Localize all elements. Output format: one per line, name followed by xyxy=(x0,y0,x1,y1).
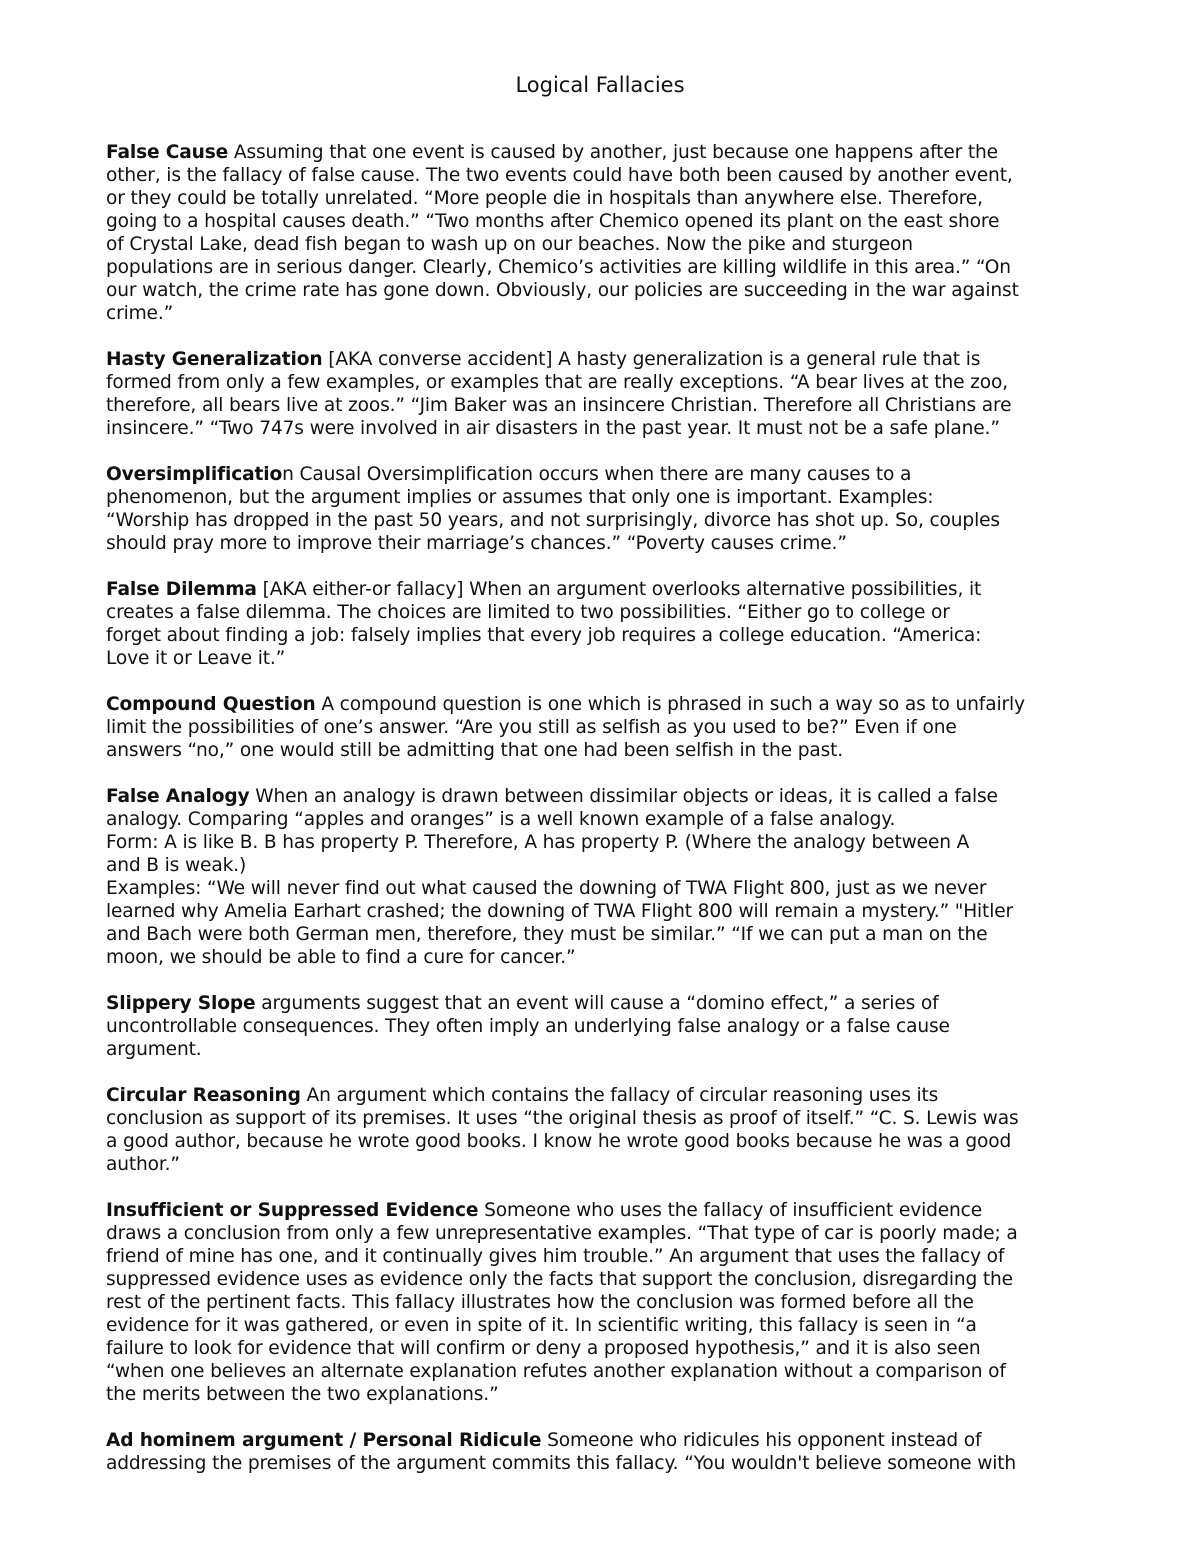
entry-oversimplification xyxy=(106,463,1096,555)
entry-term: Ad hominem argument / Personal Ridicule xyxy=(106,1430,542,1451)
entry-line: Insufficient or Suppressed Evidence Someone who uses the fallacy of insufficient evidence xyxy=(106,1200,983,1221)
entry-term: Oversimplificatio xyxy=(106,464,283,485)
entry-line: insincere.” “Two 747s were involved in air disasters in the past year. It must not be a safe plane.” xyxy=(106,418,1000,439)
entry-line: learned why Amelia Earhart crashed; the downing of TWA Flight 800 will remain a mystery.” "Hitler xyxy=(106,901,1014,922)
entry-line: of Crystal Lake, dead fish began to wash up on our beaches. Now the pike and sturgeon xyxy=(106,234,913,255)
entry-line: evidence for it was gathered, or even in spite of it. In scientific writing, this fallacy is seen in “a xyxy=(106,1315,977,1336)
entry-line: Form: A is like B. B has property P. Therefore, A has property P. (Where the analogy between A xyxy=(106,832,970,853)
entry-false-cause xyxy=(106,141,1096,325)
entry-line: Oversimplification Causal Oversimplification occurs when there are many causes to a xyxy=(106,464,912,485)
entry-line: forget about finding a job: falsely implies that every job requires a college education. “America: xyxy=(106,625,982,646)
entry-line: Examples: “We will never find out what caused the downing of TWA Flight 800, just as we never xyxy=(106,878,987,899)
entry-line: formed from only a few examples, or examples that are really exceptions. “A bear lives at the zoo, xyxy=(106,372,1008,393)
entry-term: Hasty Generalization xyxy=(106,349,323,370)
entry-line: addressing the premises of the argument commits this fallacy. “You wouldn't believe someone with xyxy=(106,1453,1017,1474)
entry-line: draws a conclusion from only a few unrepresentative examples. “That type of car is poorly made; a xyxy=(106,1223,1018,1244)
entry-line: populations are in serious danger. Clearly, Chemico’s activities are killing wildlife in this area.” “On xyxy=(106,257,1011,278)
entry-line: Slippery Slope arguments suggest that an event will cause a “domino effect,” a series of xyxy=(106,993,939,1014)
entry-line: analogy. Comparing “apples and oranges” is a well known example of a false analogy. xyxy=(106,809,896,830)
entry-line: Circular Reasoning An argument which contains the fallacy of circular reasoning uses its xyxy=(106,1085,939,1106)
entry-line: phenomenon, but the argument implies or assumes that only one is important. Examples: xyxy=(106,487,934,508)
entry-line: limit the possibilities of one’s answer. “Are you still as selfish as you used to be?” Even if one xyxy=(106,717,957,738)
entry-line: Love it or Leave it.” xyxy=(106,648,286,669)
entry-line: and Bach were both German men, therefore, they must be similar.” “If we can put a man on the xyxy=(106,924,988,945)
entry-false-analogy xyxy=(106,785,1096,969)
entry-line: our watch, the crime rate has gone down. Obviously, our policies are succeeding in the war against xyxy=(106,280,1019,301)
entry-line: author.” xyxy=(106,1154,180,1175)
entry-ad-hominem xyxy=(106,1429,1096,1475)
entry-slippery-slope xyxy=(106,992,1096,1061)
entry-line: therefore, all bears live at zoos.” “Jim Baker was an insincere Christian. Therefore all Christians are xyxy=(106,395,1012,416)
entry-line: Ad hominem argument / Personal Ridicule Someone who ridicules his opponent instead of xyxy=(106,1430,982,1451)
entry-line: “when one believes an alternate explanation refutes another explanation without a comparison of xyxy=(106,1361,1006,1382)
entry-line: rest of the pertinent facts. This fallacy illustrates how the conclusion was formed before all the xyxy=(106,1292,974,1313)
entry-line: failure to look for evidence that will confirm or deny a proposed hypothesis,” and it is also seen xyxy=(106,1338,981,1359)
entry-line: creates a false dilemma. The choices are limited to two possibilities. “Either go to college or xyxy=(106,602,950,623)
entry-line: suppressed evidence uses as evidence only the facts that support the conclusion, disregarding the xyxy=(106,1269,1013,1290)
entry-line: False Dilemma [AKA either-or fallacy] When an argument overlooks alternative possibilities, it xyxy=(106,579,982,600)
fallacy-list xyxy=(106,141,1096,1498)
entry-line: argument. xyxy=(106,1039,202,1060)
entry-line: other, is the fallacy of false cause. The two events could have both been caused by another event, xyxy=(106,165,1013,186)
entry-line: the merits between the two explanations.” xyxy=(106,1384,499,1405)
entry-line: crime.” xyxy=(106,303,174,324)
document-title: Logical Fallacies xyxy=(515,73,685,97)
entry-line: False Analogy When an analogy is drawn between dissimilar objects or ideas, it is called a false xyxy=(106,786,998,807)
entry-line: a good author, because he wrote good books. I know he wrote good books because he was a good xyxy=(106,1131,1012,1152)
entry-term: False Dilemma xyxy=(106,579,257,600)
entry-term: Insufficient or Suppressed Evidence xyxy=(106,1200,479,1221)
entry-term: Circular Reasoning xyxy=(106,1085,301,1106)
entry-compound-question xyxy=(106,693,1096,762)
entry-line: uncontrollable consequences. They often imply an underlying false analogy or a false cause xyxy=(106,1016,950,1037)
entry-line: or they could be totally unrelated. “More people die in hospitals than anywhere else. Therefore, xyxy=(106,188,983,209)
entry-line: Hasty Generalization [AKA converse accident] A hasty generalization is a general rule that is xyxy=(106,349,981,370)
entry-line: moon, we should be able to find a cure for cancer.” xyxy=(106,947,576,968)
entry-line: and B is weak.) xyxy=(106,855,247,876)
entry-term: Compound Question xyxy=(106,694,316,715)
entry-line: should pray more to improve their marriage’s chances.” “Poverty causes crime.” xyxy=(106,533,847,554)
entry-term: False Cause xyxy=(106,142,229,163)
entry-term: Slippery Slope xyxy=(106,993,256,1014)
entry-line: “Worship has dropped in the past 50 years, and not surprisingly, divorce has shot up. So, couples xyxy=(106,510,1000,531)
entry-insufficient-evidence xyxy=(106,1199,1096,1406)
entry-line: False Cause Assuming that one event is caused by another, just because one happens after the xyxy=(106,142,998,163)
entry-line: conclusion as support of its premises. It uses “the original thesis as proof of itself.” “C. S. Lewis was xyxy=(106,1108,1019,1129)
entry-line: going to a hospital causes death.” “Two months after Chemico opened its plant on the east shore xyxy=(106,211,1000,232)
entry-term: False Analogy xyxy=(106,786,250,807)
entry-false-dilemma xyxy=(106,578,1096,670)
entry-line: friend of mine has one, and it continually gives him trouble.” An argument that uses the fallacy of xyxy=(106,1246,1005,1267)
entry-line: Compound Question A compound question is one which is phrased in such a way so as to unfairly xyxy=(106,694,1025,715)
entry-circular-reasoning xyxy=(106,1084,1096,1176)
entry-hasty-generalization xyxy=(106,348,1096,440)
entry-line: answers “no,” one would still be admitting that one had been selfish in the past. xyxy=(106,740,844,761)
